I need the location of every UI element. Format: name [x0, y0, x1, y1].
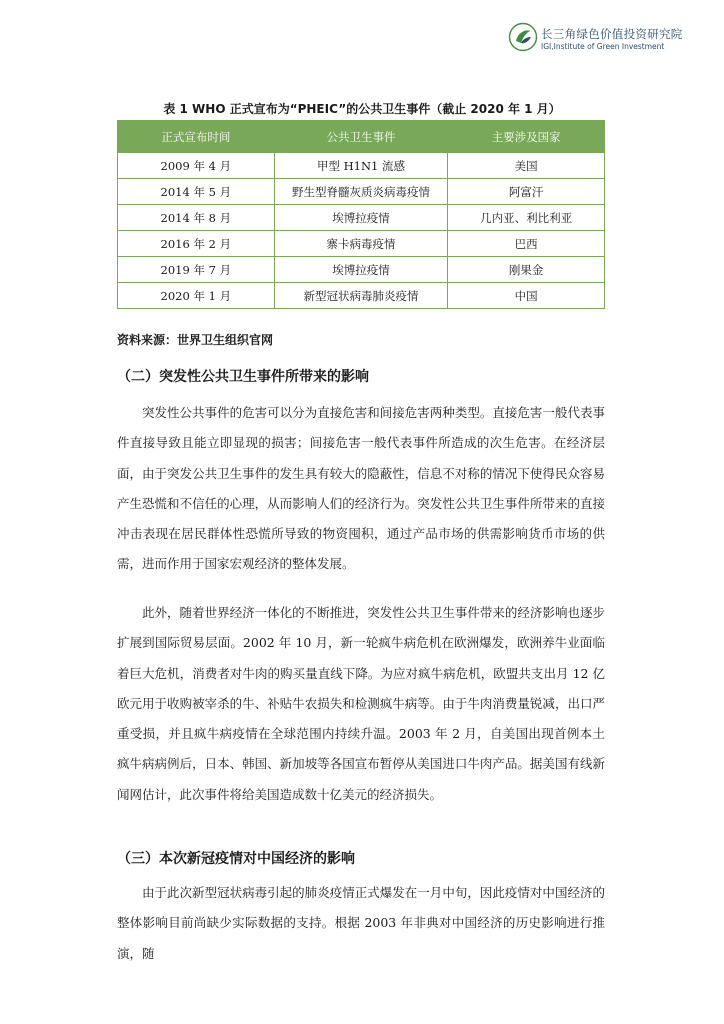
table-cell-country: 巴西: [448, 231, 605, 257]
table-caption: 表 1 WHO 正式宣布为“PHEIC”的公共卫生事件（截止 2020 年 1 月）: [163, 102, 561, 116]
logo-english-name: IGI,Institute of Green Investment: [541, 42, 665, 51]
table-header-row: [118, 121, 605, 153]
table-row: [118, 257, 605, 283]
table-cell-event: 野生型脊髓灰质炎病毒疫情: [274, 179, 448, 205]
column-header: 主要涉及国家: [448, 121, 605, 153]
institute-emblem-icon: [508, 22, 538, 52]
data-source-note: 资料来源：世界卫生组织官网: [117, 333, 274, 347]
table-row: [118, 231, 605, 257]
institute-logo: [508, 22, 720, 58]
table-cell-country: 中国: [448, 283, 605, 309]
table-cell-country: 几内亚、利比利亚: [448, 205, 605, 231]
table-cell-country: 美国: [448, 153, 605, 179]
table-cell-event: 埃博拉疫情: [274, 257, 448, 283]
table-row: [118, 205, 605, 231]
section-heading-impact: （二）突发性公共卫生事件所带来的影响: [117, 369, 369, 385]
table-cell-date: 2020 年 1 月: [118, 283, 275, 309]
table-cell-date: 2009 年 4 月: [118, 153, 275, 179]
table-cell-event: 埃博拉疫情: [274, 205, 448, 231]
body-paragraph: 此外，随着世界经济一体化的不断推进，突发性公共卫生事件带来的经济影响也逐步扩展到国际贸易层面。2002 年 10 月，新一轮疯牛病危机在欧洲爆发，欧洲养牛业面临着巨大危机，消费者对牛肉的购买量直线下降。为应对疯牛病危机，欧盟共支出月 12 亿欧元用于收购被宰杀的牛、补贴牛农损失和检测疯牛病等。由于牛肉消费量锐减，出口严重受损，并且疯牛病疫情在全球范围内持续升温。2003 年 2 月，自美国出现首例本土疯牛病病例后，日本、韩国、新加坡等各国宣布暂停从美国进口牛肉产品。据美国有线新闻网估计，此次事件将给美国造成数十亿美元的经济损失。: [117, 605, 605, 802]
table-cell-event: 新型冠状病毒肺炎疫情: [274, 283, 448, 309]
table-cell-date: 2014 年 8 月: [118, 205, 275, 231]
table-cell-event: 寨卡病毒疫情: [274, 231, 448, 257]
column-header: 正式宣布时间: [118, 121, 275, 153]
logo-chinese-name: 长三角绿色价值投资研究院: [541, 27, 683, 41]
table-cell-date: 2014 年 5 月: [118, 179, 275, 205]
table-cell-date: 2019 年 7 月: [118, 257, 275, 283]
body-paragraph: 由于此次新型冠状病毒引起的肺炎疫情正式爆发在一月中旬，因此疫情对中国经济的整体影响目前尚缺少实际数据的支持。根据 2003 年非典对中国经济的历史影响进行推演，随: [117, 885, 605, 961]
table-row: [118, 179, 605, 205]
table-cell-event: 甲型 H1N1 流感: [274, 153, 448, 179]
table-cell-country: 阿富汗: [448, 179, 605, 205]
pheic-events-table: [117, 120, 605, 309]
column-header: 公共卫生事件: [274, 121, 448, 153]
table-row: [118, 283, 605, 309]
table-cell-date: 2016 年 2 月: [118, 231, 275, 257]
table-row: [118, 153, 605, 179]
table-cell-country: 刚果金: [448, 257, 605, 283]
body-paragraph: 突发性公共事件的危害可以分为直接危害和间接危害两种类型。直接危害一般代表事件直接导致且能立即显现的损害；间接危害一般代表事件所造成的次生危害。在经济层面，由于突发公共卫生事件的发生具有较大的隐蔽性，信息不对称的情况下使得民众容易产生恐慌和不信任的心理，从而影响人们的经济行为。突发性公共卫生事件所带来的直接冲击表现在居民群体性恐慌所导致的物资囤积，通过产品市场的供需影响货币市场的供需，进而作用于国家宏观经济的整体发展。: [117, 405, 605, 572]
section-heading-china-economy: （三）本次新冠疫情对中国经济的影响: [117, 851, 355, 867]
